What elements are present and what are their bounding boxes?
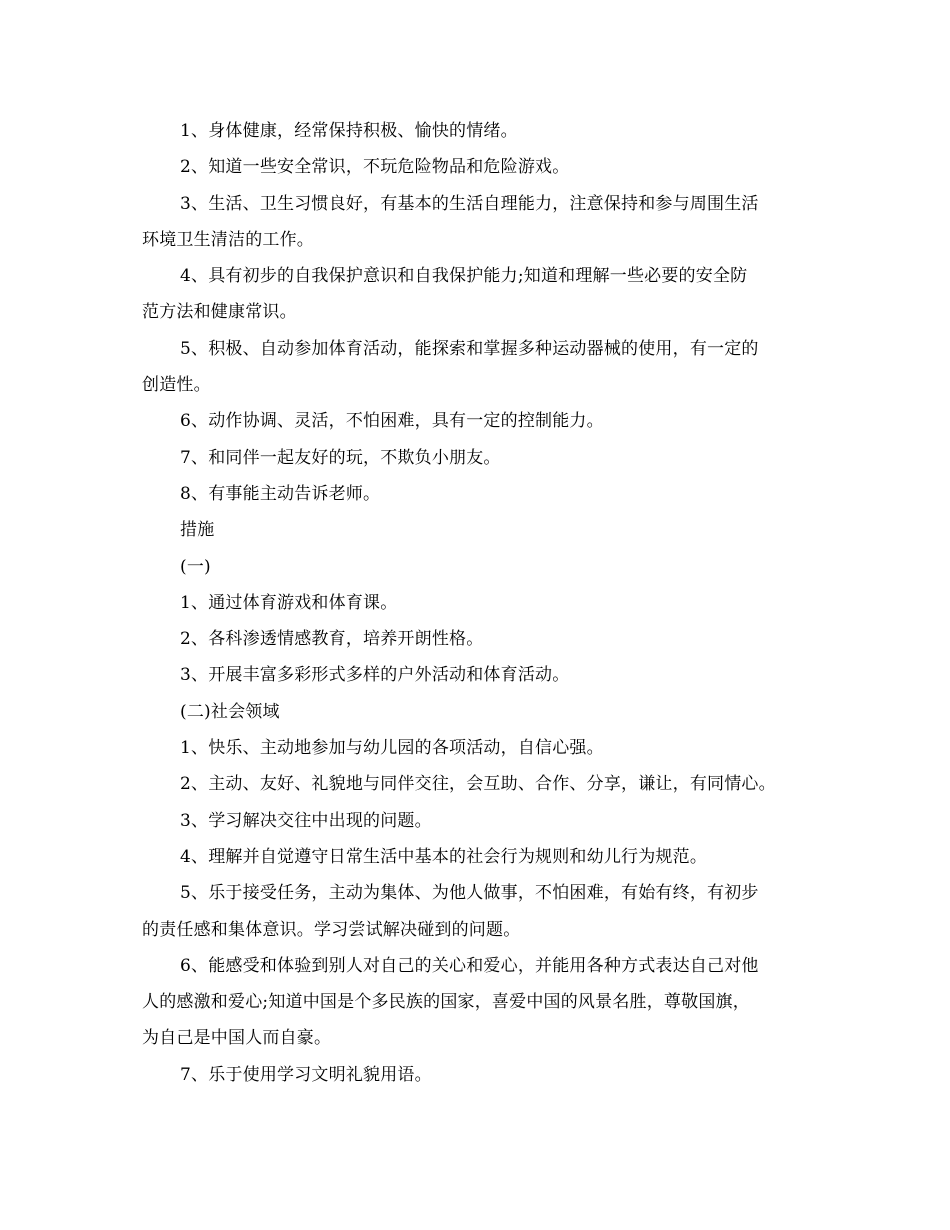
paragraph-line: 2、主动、友好、礼貌地与同伴交往，会互助、合作、分享，谦让，有同情心。 (180, 774, 776, 795)
paragraph-line: 3、生活、卫生习惯良好，有基本的生活自理能力，注意保持和参与周围生活 (180, 193, 759, 214)
paragraph-line: 8、有事能主动告诉老师。 (180, 483, 381, 504)
paragraph-line: 措施 (180, 520, 215, 541)
paragraph-line: 4、具有初步的自我保护意识和自我保护能力;知道和理解一些必要的安全防 (180, 266, 748, 287)
paragraph-line: 1、通过体育游戏和体育课。 (180, 592, 398, 613)
paragraph-line: 7、和同伴一起友好的玩，不欺负小朋友。 (180, 447, 501, 468)
paragraph-line: 5、乐于接受任务，主动为集体、为他人做事，不怕困难，有始有终，有初步 (180, 883, 759, 904)
document-body (142, 113, 822, 1093)
paragraph-continuation-line: 为自己是中国人而自豪。 (142, 1028, 332, 1049)
paragraph-line: 1、身体健康，经常保持积极、愉快的情绪。 (180, 121, 518, 141)
paragraph-continuation-line: 人的感激和爱心;知道中国是个多民族的国家，喜爱中国的风景名胜，尊敬国旗， (142, 992, 750, 1013)
paragraph-line: 2、知道一些安全常识，不玩危险物品和危险游戏。 (180, 157, 570, 178)
paragraph-line: 4、理解并自觉遵守日常生活中基本的社会行为规则和幼儿行为规范。 (180, 846, 708, 867)
paragraph-line: 5、积极、自动参加体育活动，能探索和掌握多种运动器械的使用，有一定的 (180, 338, 759, 359)
paragraph-line: 6、动作协调、灵活，不怕困难，具有一定的控制能力。 (180, 411, 604, 432)
paragraph-line: 6、能感受和体验到别人对自己的关心和爱心，并能用各种方式表达自己对他 (180, 955, 759, 976)
paragraph-line: (一) (180, 556, 211, 577)
paragraph-line: 3、学习解决交往中出现的问题。 (180, 810, 432, 831)
paragraph-line: 1、快乐、主动地参加与幼儿园的各项活动，自信心强。 (180, 738, 604, 759)
paragraph-continuation-line: 的责任感和集体意识。学习尝试解决碰到的问题。 (142, 919, 521, 940)
paragraph-line: 7、乐于使用学习文明礼貌用语。 (180, 1064, 432, 1085)
paragraph-continuation-line: 创造性。 (142, 375, 211, 396)
paragraph-continuation-line: 范方法和健康常识。 (142, 302, 297, 323)
paragraph-line: 2、各科渗透情感教育，培养开朗性格。 (180, 629, 484, 650)
paragraph-line: 3、开展丰富多彩形式多样的户外活动和体育活动。 (180, 665, 570, 686)
paragraph-continuation-line: 环境卫生清洁的工作。 (142, 229, 314, 250)
paragraph-line: (二)社会领域 (180, 701, 280, 722)
